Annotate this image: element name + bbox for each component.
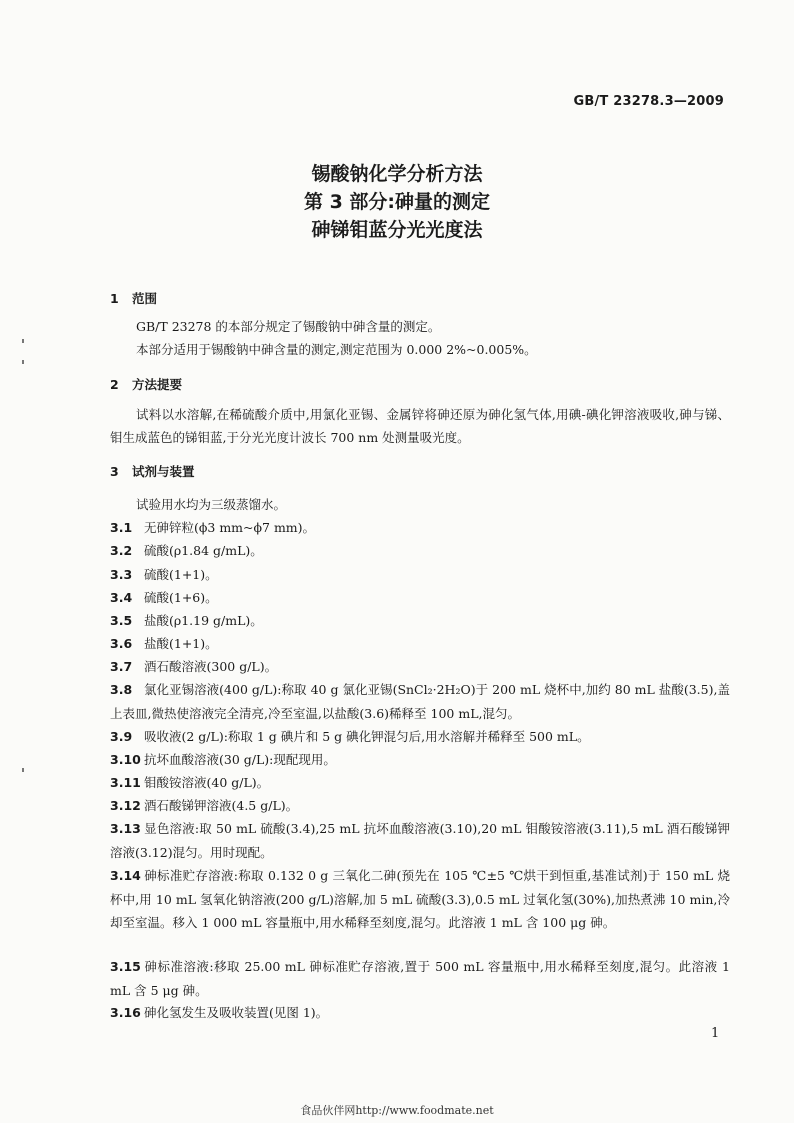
list-item [110,771,730,795]
section-3-number: 3 [110,464,119,479]
list-item [110,539,730,563]
section-3-heading [110,462,195,480]
item-number: 3.9 [110,729,133,744]
section-2-paragraph: 试料以水溶解,在稀硫酸介质中,用氯化亚锡、金属锌将砷还原为砷化氢气体,用碘-碘化钾溶液吸收,砷与锑、钼生成蓝色的锑钼蓝,于分光光度计波长 700 nm 处测量吸光度。 [110,407,730,445]
title-line-2: 第 3 部分:砷量的测定 [303,191,491,213]
item-text: 吸收液(2 g/L):称取 1 g 碘片和 5 g 碘化钾混匀后,用水溶解并稀释至 500 mL。 [144,729,590,744]
item-text: 酒石酸溶液(300 g/L)。 [144,659,278,674]
list-item [110,794,730,818]
item-text: 钼酸铵溶液(40 g/L)。 [144,775,270,790]
section-1-number: 1 [110,291,119,306]
list-item [110,725,730,749]
item-text: 酒石酸锑钾溶液(4.5 g/L)。 [144,798,299,813]
list-item [110,1001,730,1025]
list-item [110,632,730,656]
item-text: 硫酸(1+1)。 [144,567,218,582]
list-item [110,586,730,610]
item-number: 3.13 [110,821,141,836]
item-text: 抗坏血酸溶液(30 g/L):现配现用。 [144,752,336,767]
list-item [110,655,730,679]
title-line-3: 砷锑钼蓝分光光度法 [311,219,483,241]
list-item [110,817,730,864]
item-number: 3.15 [110,959,141,974]
document-title [0,160,794,244]
item-text: 砷标准贮存溶液:称取 0.132 0 g 三氧化二砷(预先在 105 ℃±5 ℃烘干到恒重,基准试剂)于 150 mL 烧杯中,用 10 mL 氢氧化钠溶液(200 g/L)溶解,加 5 mL 硫酸(3.3),0.5 mL 过氧化氢(30%),加热煮沸 10 min,冷却至室温。移入 1 000 mL 容量瓶中,用水稀释至刻度,混匀。此溶液 1 mL 含 100 μg 砷。 [110,868,730,930]
item-text: 硫酸(1+6)。 [144,590,218,605]
item-number: 3.10 [110,752,141,767]
list-item [110,563,730,587]
item-number: 3.14 [110,868,141,883]
item-number: 3.11 [110,775,141,790]
item-number: 3.7 [110,659,133,674]
item-number: 3.1 [110,520,133,535]
section-1-title: 范围 [132,291,158,306]
list-item [110,609,730,633]
section-3-intro: 试验用水均为三级蒸馏水。 [136,497,287,512]
item-number: 3.16 [110,1005,141,1020]
scan-margin-mark [22,768,24,772]
item-text: 砷标准溶液:移取 25.00 mL 砷标准贮存溶液,置于 500 mL 容量瓶中,用水稀释至刻度,混匀。此溶液 1 mL 含 5 μg 砷。 [110,959,730,998]
item-number: 3.2 [110,543,133,558]
item-number: 3.8 [110,682,133,697]
item-text: 氯化亚锡溶液(400 g/L):称取 40 g 氯化亚锡(SnCl₂·2H₂O)于 200 mL 烧杯中,加约 80 mL 盐酸(3.5),盖上表皿,微热使溶液完全清亮,冷至室温,以盐酸(3.6)稀释至 100 mL,混匀。 [110,682,730,721]
item-number: 3.6 [110,636,133,651]
list-item [110,678,730,725]
item-text: 显色溶液:取 50 mL 硫酸(3.4),25 mL 抗坏血酸溶液(3.10),20 mL 钼酸铵溶液(3.11),5 mL 酒石酸锑钾溶液(3.12)混匀。用时现配。 [110,821,730,860]
item-text: 硫酸(ρ1.84 g/mL)。 [144,543,263,558]
item-text: 盐酸(ρ1.19 g/mL)。 [144,613,263,628]
item-number: 3.12 [110,798,141,813]
scan-margin-mark [22,339,24,343]
item-number: 3.4 [110,590,133,605]
section-1-heading [110,289,157,307]
section-3-title: 试剂与装置 [132,464,195,479]
standard-number: GB/T 23278.3—2009 [573,94,724,109]
item-text: 无砷锌粒(ϕ3 mm~ϕ7 mm)。 [144,520,316,535]
item-number: 3.3 [110,567,133,582]
list-item [110,748,730,772]
section-1-paragraph-1: GB/T 23278 的本部分规定了锡酸钠中砷含量的测定。 [136,319,441,334]
item-number: 3.5 [110,613,133,628]
list-item [110,864,730,935]
list-item [110,516,730,540]
section-2-number: 2 [110,377,119,392]
section-2-heading [110,375,182,393]
section-1-paragraph-2: 本部分适用于锡酸钠中砷含量的测定,测定范围为 0.000 2%~0.005%。 [136,342,537,357]
item-text: 砷化氢发生及吸收装置(见图 1)。 [144,1005,329,1020]
list-item [110,955,730,1002]
section-2-title: 方法提要 [132,377,183,392]
scan-margin-mark [22,360,24,364]
page-number: 1 [711,1026,720,1041]
footer-watermark: 食品伙伴网http://www.foodmate.net [300,1104,494,1117]
item-text: 盐酸(1+1)。 [144,636,218,651]
title-line-1: 锡酸钠化学分析方法 [311,163,483,185]
